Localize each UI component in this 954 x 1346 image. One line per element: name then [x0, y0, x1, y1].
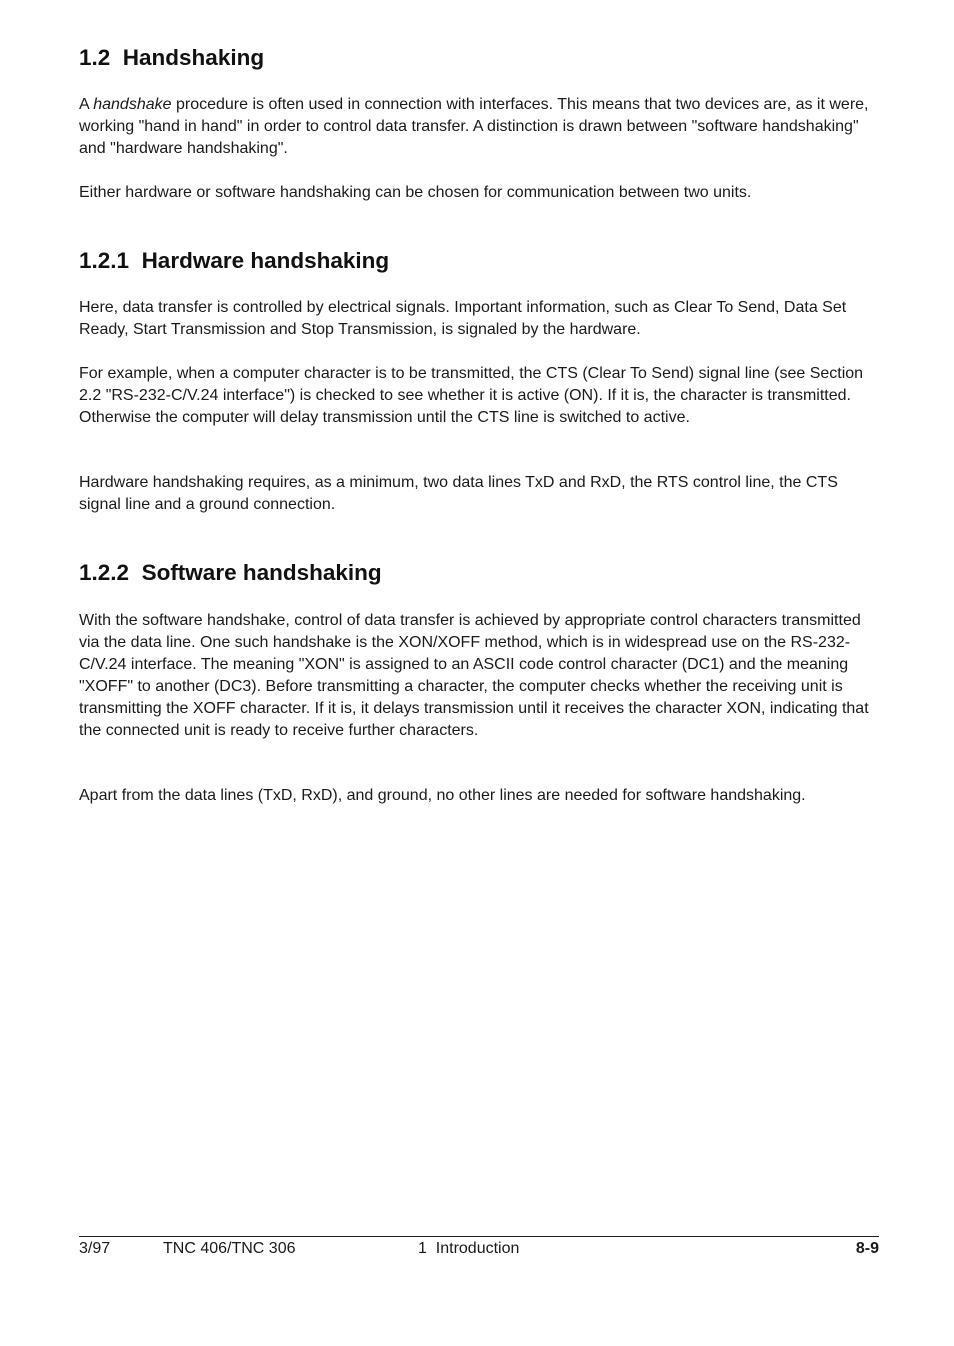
footer-product: TNC 406/TNC 306	[163, 1240, 296, 1257]
heading-1-2-1	[79, 248, 389, 274]
heading-number: 1.2.1	[79, 248, 130, 273]
footer-chapter: 1 Introduction	[418, 1240, 520, 1257]
heading-1-2	[79, 45, 264, 71]
paragraph-hardware-signals: Here, data transfer is controlled by electrical signals. Important information, such as Clear To Send, Data Set Ready, Start Transmission and Stop Transmission, is signaled by the hardware.	[79, 299, 847, 338]
heading-title: Software handshaking	[141, 560, 382, 585]
heading-title: Handshaking	[122, 45, 265, 70]
paragraph-handshake-intro	[79, 94, 879, 160]
paragraph-hardware-example: For example, when a computer character is to be transmitted, the CTS (Clear To Send) signal line (see Section 2.2 "RS-232-C/V.24 interface") is checked to see whether it is active (ON). If it is, the character is transmitted. Otherwise the computer will delay transmission until the CTS line is switched to active.	[79, 365, 864, 426]
footer-page-number: 8-9	[855, 1240, 879, 1257]
heading-1-2-2	[79, 560, 382, 586]
text-run: procedure is often used in connection with interfaces. This means that two devices are, as it were, working "hand in hand" in order to control data transfer. A distinction is drawn between "software handshaking" and "hardware handshaking".	[79, 96, 869, 157]
heading-title: Hardware handshaking	[141, 248, 390, 273]
paragraph-software-xon-xoff: With the software handshake, control of data transfer is achieved by appropriate control characters transmitted via the data line. One such handshake is the XON/XOFF method, which is in widespread use on the RS-232-C/V.24 interface. The meaning "XON" is assigned to an ASCII code control character (DC1) and the meaning "XOFF" to another (DC3). Before transmitting a character, the computer checks whether the receiving unit is transmitting the XOFF character. If it is, it delays transmission until it receives the character XON, indicating that the connected unit is ready to receive further characters.	[79, 612, 869, 739]
heading-number: 1.2.2	[79, 560, 130, 585]
emphasis-handshake: handshake	[93, 96, 172, 113]
footer-date: 3/97	[79, 1240, 111, 1257]
heading-number: 1.2	[79, 45, 111, 70]
paragraph-software-lines: Apart from the data lines (TxD, RxD), and ground, no other lines are needed for software handshaking.	[79, 787, 806, 804]
paragraph-choice: Either hardware or software handshaking can be chosen for communication between two units.	[79, 184, 752, 201]
text-run: A	[79, 96, 94, 113]
paragraph-hardware-requirements: Hardware handshaking requires, as a minimum, two data lines TxD and RxD, the RTS control line, the CTS signal line and a ground connection.	[79, 474, 838, 513]
footer-divider	[79, 1236, 879, 1237]
